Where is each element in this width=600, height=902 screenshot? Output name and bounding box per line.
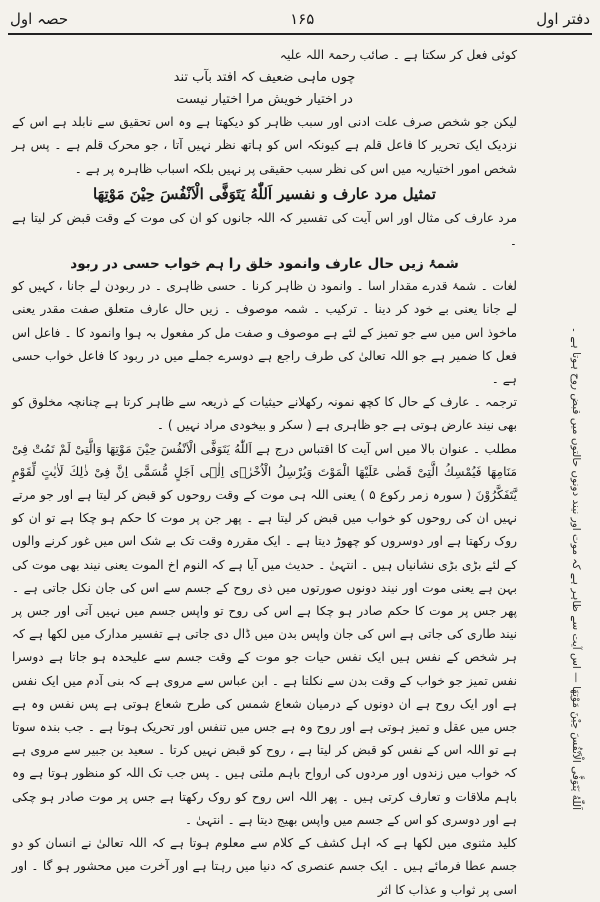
main-text <box>12 44 517 897</box>
closing-paragraph: کلید مثنوی میں لکھا ہے کہ اہل کشف کے کلام سے معلوم ہوتا ہے کہ اللہ تعالیٰ نے انسان کو دو جسم عطا فرمائے ہیں ۔ ایک جسم عنصری کہ دنیا میں رہتا ہے اور آخرت میں محشور ہو گا ۔ اور اسی پر ثواب و عذاب کا اثر <box>12 836 517 897</box>
vocabulary-paragraph: لغات ۔ شمۂ قدرے مقدار اسا ۔ وانمود ن ظاہر کرنا ۔ حسی ظاہری ۔ در ربودن لے جانا ، کہیں کو لے جانا یعنی بے خود کر دینا ۔ ترکیب ۔ شمہ موصوف ۔ زیں حال عارف متعلق صفت مقدر یعنی ماخوذ اس میں سے جو تمیز کے لئے ہے موصوف و صفت مل کر مفعول بہ ہوا وانمود کا ۔ فاعل اس فعل کا ضمیر ہے جو اللہ تعالیٰ کی طرف راجع ہے دوسرے جملے میں در ربود کا فاعل خواب حسی ہے ۔ <box>12 279 517 387</box>
margin-note-text: اَللّٰهُ یَتَوَفَّی الْاَنْفُسَ حِیْنَ مَوْتِهَا — اس آیت سے ظاہر ہے کہ موت اور نیند دونوں حالتوں میں قبض روح ہوتا ہے ۔ <box>570 326 582 810</box>
header-volume: دفتر اول <box>536 10 590 28</box>
margin-note <box>536 170 584 810</box>
persian-verse-2: در اختیار خویش مرا اختیار نیست <box>176 92 353 108</box>
header-part: حصہ اول <box>10 10 69 28</box>
header-rule <box>8 33 592 35</box>
explanation-paragraph: مطلب ۔ عنوان بالا میں اس آیت کا اقتباس درج ہے اَللّٰهُ یَتَوَفَّی الْاَنْفُسَ حِیْنَ مَوْتِهَا وَالَّتِیْ لَمْ تَمُتْ فِیْ مَنَامِهَا فَیُمْسِكُ الَّتِیْ قَضٰی عَلَیْهَا الْمَوْتَ وَیُرْسِلُ الْاُخْرٰۤی اِلٰۤی اَجَلٍ مُّسَمًّی اِنَّ فِیْ ذٰلِكَ لَاٰیٰتٍ لِّقَوْمٍ یَّتَفَكَّرُوْنَ ( سورہ زمر رکوع ۵ ) یعنی اللہ ہی موت کے وقت روحوں کو قبض کر لیتا ہے اور جو مرتے نہیں ان کی روحوں کو خواب میں قبض کر لیتا ہے ۔ پھر جن پر موت کا حکم ہو چکا ہے تو ان کو روک رکھتا ہے اور دوسروں کو چھوڑ دیتا ہے ۔ ایک مقررہ وقت تک بے شک اس میں غور کرنے والوں کے لئے بڑی بڑی نشانیاں ہیں ۔ انتہیٰ ۔ حدیث میں آیا ہے کہ النوم اخ الموت یعنی نیند بھی موت کی بہن ہے یعنی موت اور نیند دونوں صورتوں میں ذی روح کے جسم سے اس کی جان نکل جاتی ہے ۔ پھر جس پر موت کا حکم صادر ہو چکا ہے اس کی روح تو واپس جسم میں نہیں آتی اور جس پر نیند طاری کی جاتی ہے اس کی جان واپس بدن میں ڈال دی جاتی ہے تفسیر مدارک میں لکھا ہے کہ ہر شخص کے نفس ہیں ایک نفس حیات جو موت کے وقت جسم سے علیحدہ ہو جاتا ہے دوسرا نفس تمیز جو خواب کے وقت بدن سے نکلتا ہے ۔ ابن عباس سے مروی ہے کہ بنی آدم میں ایک نفس ہے اور ایک روح ہے ان دونوں کے درمیان شعاع شمس کی طرح شعاع ہوتی ہے پس نفس وہ ہے جس میں عقل و تمیز ہوتی ہے اور روح وہ ہے جس میں تنفس اور تحریک ہوتا ہے ۔ جب بندہ سوتا ہے تو اللہ اس کے نفس کو قبض کر لیتا ہے ، روح کو قبض نہیں کرتا ۔ سعید بن جبیر سے مروی ہے کہ خواب میں زندوں اور مردوں کی ارواح باہم ملتی ہیں ۔ پس جب تک اللہ کو منظور ہوتا ہے وہ باہم ملاقات و تعارف کرتی ہیں ۔ پھر اللہ اس روح کو روک رکھتا ہے جس پر موت صادر ہو چکی ہے اور دوسری کو اس کے جسم میں واپس بھیج دیتا ہے ۔ انتہیٰ ۔ <box>12 441 517 827</box>
page-header <box>10 6 590 32</box>
opening-line: کوئی فعل کر سکتا ہے ۔ صائب رحمۃ اللہ علیہ <box>279 48 517 62</box>
paragraph-2: مرد عارف کی مثال اور اس آیت کی تفسیر کہ اللہ جانوں کو ان کی موت کے وقت قبض کر لیتا ہے ۔ <box>12 210 517 249</box>
section-heading: تمثیل مرد عارف و نفسیر اَللّٰهُ یَتَوَفَّی الْاَنْفُسَ حِیْنَ مَوْتِهَا <box>93 184 436 203</box>
couplet: شمۂ زیں حال عارف وانمود خلق را ہم خواب حسی در ربود <box>70 256 459 273</box>
page-number: ۱۶۵ <box>290 10 315 28</box>
translation-paragraph: ترجمہ ۔ عارف کے حال کا کچھ نمونہ رکھلانے حیثیات کے ذریعہ سے ظاہر کرتا ہے چنانچہ مخلوق کو بھی نیند عارض ہوتی ہے جو ظاہری ہے ( سکر و بیخودی مراد نہیں ) ۔ <box>12 395 517 433</box>
paragraph-1: لیکن جو شخص صرف علت ادنی اور سبب ظاہر کو دیکھتا ہے وہ اس تحقیق سے نابلد ہے اس کے نزدیک ایک تحریر کا فاعل قلم ہے کیونکہ اس کو ہاتھ نظر نہیں آتا ، جو محرک قلم ہے ۔ پس ہر شخص امور اختیاریہ میں اس کی نظر سبب حقیقی پر نہیں بلکہ اسباب ظاہرہ پر ہے ۔ <box>12 115 517 176</box>
persian-verse-1: چوں ماہی ضعیف کہ افتد بآب تند <box>173 70 356 86</box>
